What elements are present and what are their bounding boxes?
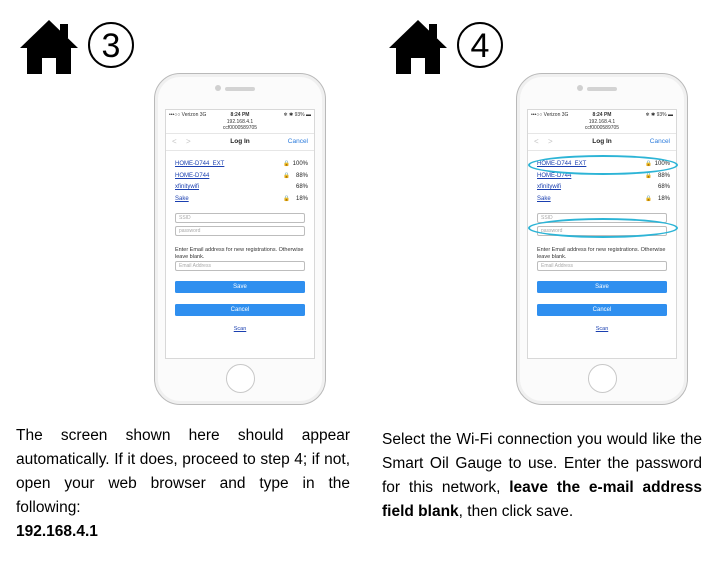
forward-arrow-icon[interactable]: > (548, 137, 553, 146)
scan-link[interactable]: Scan (595, 326, 609, 332)
phone-speaker (225, 87, 255, 91)
network-item[interactable] (528, 194, 676, 206)
network-item[interactable] (166, 171, 314, 183)
phone-screen (165, 109, 315, 359)
password-input[interactable]: password (537, 226, 667, 236)
network-item[interactable] (528, 182, 676, 194)
carrier-label: •••○○ Verizon 3G (531, 112, 569, 118)
password-input[interactable]: password (175, 226, 305, 236)
forward-arrow-icon[interactable]: > (186, 137, 191, 146)
url-address: 192.168.4.1 (588, 119, 616, 125)
nav-bar (166, 134, 314, 151)
ip-address: 192.168.4.1 (16, 523, 98, 540)
network-ssid[interactable]: HOME-D744 (175, 172, 210, 179)
lock-icon: 🔒 (645, 195, 652, 202)
clock: 8:24 PM (592, 112, 612, 118)
save-button[interactable]: Save (537, 281, 667, 293)
home-icon (18, 18, 80, 76)
url-device-id: ccf0000589705 (222, 125, 258, 131)
network-item[interactable] (166, 194, 314, 206)
step-3-panel (0, 0, 357, 569)
page-title: Log In (592, 138, 612, 145)
lock-icon: 🔒 (645, 161, 652, 167)
clock: 8:24 PM (230, 112, 250, 118)
signal-strength: 18% (657, 195, 670, 202)
network-ssid[interactable]: Sake (537, 195, 551, 202)
caption-text: The screen shown here should appear automatically. If it does, proceed to step 4; if not, open your web browser and type in the following: (16, 427, 350, 516)
step-4-panel (358, 0, 715, 569)
battery-indicator: ❄ ✱ 93% ▬ (283, 112, 311, 118)
status-bar (166, 110, 314, 119)
network-ssid[interactable]: HOME-D744_EXT (537, 161, 587, 167)
ssid-input[interactable]: SSID (175, 213, 305, 223)
network-item[interactable] (166, 182, 314, 194)
nav-cancel-link[interactable]: Cancel (287, 138, 308, 145)
url-bar (166, 119, 314, 134)
network-list (166, 159, 314, 205)
network-highlight-ring (528, 155, 678, 175)
back-arrow-icon[interactable]: < (172, 137, 177, 146)
step-3-caption (16, 424, 350, 544)
lock-icon: 🔒 (283, 161, 290, 167)
email-instructions: Enter Email address for new registrations. Otherwise leave blank. (537, 247, 666, 260)
phone-mockup (516, 73, 688, 405)
phone-mockup (154, 73, 326, 405)
network-item[interactable] (166, 159, 314, 171)
signal-strength: 88% (657, 172, 670, 179)
password-highlight-ring (528, 218, 678, 238)
phone-home-button (226, 364, 255, 393)
caption-emphasis: leave the e-mail address field blank (382, 479, 702, 520)
url-bar (528, 119, 676, 134)
caption-text: Select the Wi-Fi connection you would like the Smart Oil Gauge to use. Enter the password for this network, (382, 431, 702, 496)
step-number-badge: 4 (457, 22, 503, 68)
email-input[interactable]: Email Address (175, 261, 305, 271)
network-ssid[interactable]: HOME-D744_EXT (175, 161, 225, 167)
signal-strength: 100% (292, 161, 308, 167)
step-4-caption (382, 428, 702, 524)
signal-strength: 88% (295, 172, 308, 179)
phone-camera (577, 85, 583, 91)
back-arrow-icon[interactable]: < (534, 137, 539, 146)
email-input[interactable]: Email Address (537, 261, 667, 271)
network-ssid[interactable]: xfinitywifi (175, 184, 200, 190)
carrier-label: •••○○ Verizon 3G (169, 112, 207, 118)
network-ssid[interactable]: Sake (175, 195, 189, 202)
nav-bar (528, 134, 676, 151)
scan-link[interactable]: Scan (233, 326, 247, 332)
ssid-input[interactable]: SSID (537, 213, 667, 223)
phone-camera (215, 85, 221, 91)
battery-indicator: ❄ ✱ 93% ▬ (645, 112, 673, 118)
signal-strength: 68% (657, 184, 670, 190)
url-address: 192.168.4.1 (226, 119, 254, 125)
step-number-badge: 3 (88, 22, 134, 68)
phone-speaker (587, 87, 617, 91)
network-ssid[interactable]: xfinitywifi (537, 184, 562, 190)
cancel-button[interactable]: Cancel (175, 304, 305, 316)
signal-strength: 18% (295, 195, 308, 202)
signal-strength: 100% (654, 161, 670, 167)
caption-text-end: , then click save. (458, 503, 574, 520)
phone-home-button (588, 364, 617, 393)
status-bar (528, 110, 676, 119)
save-button[interactable]: Save (175, 281, 305, 293)
page-title: Log In (230, 138, 250, 145)
lock-icon: 🔒 (283, 172, 290, 179)
cancel-button[interactable]: Cancel (537, 304, 667, 316)
signal-strength: 68% (295, 184, 308, 190)
email-instructions: Enter Email address for new registrations. Otherwise leave blank. (175, 247, 304, 260)
lock-icon: 🔒 (283, 195, 290, 202)
nav-cancel-link[interactable]: Cancel (649, 138, 670, 145)
lock-icon: 🔒 (645, 172, 652, 179)
network-ssid[interactable]: HOME-D744 (537, 172, 572, 179)
url-device-id: ccf0000589705 (584, 125, 620, 131)
home-icon (387, 18, 449, 76)
